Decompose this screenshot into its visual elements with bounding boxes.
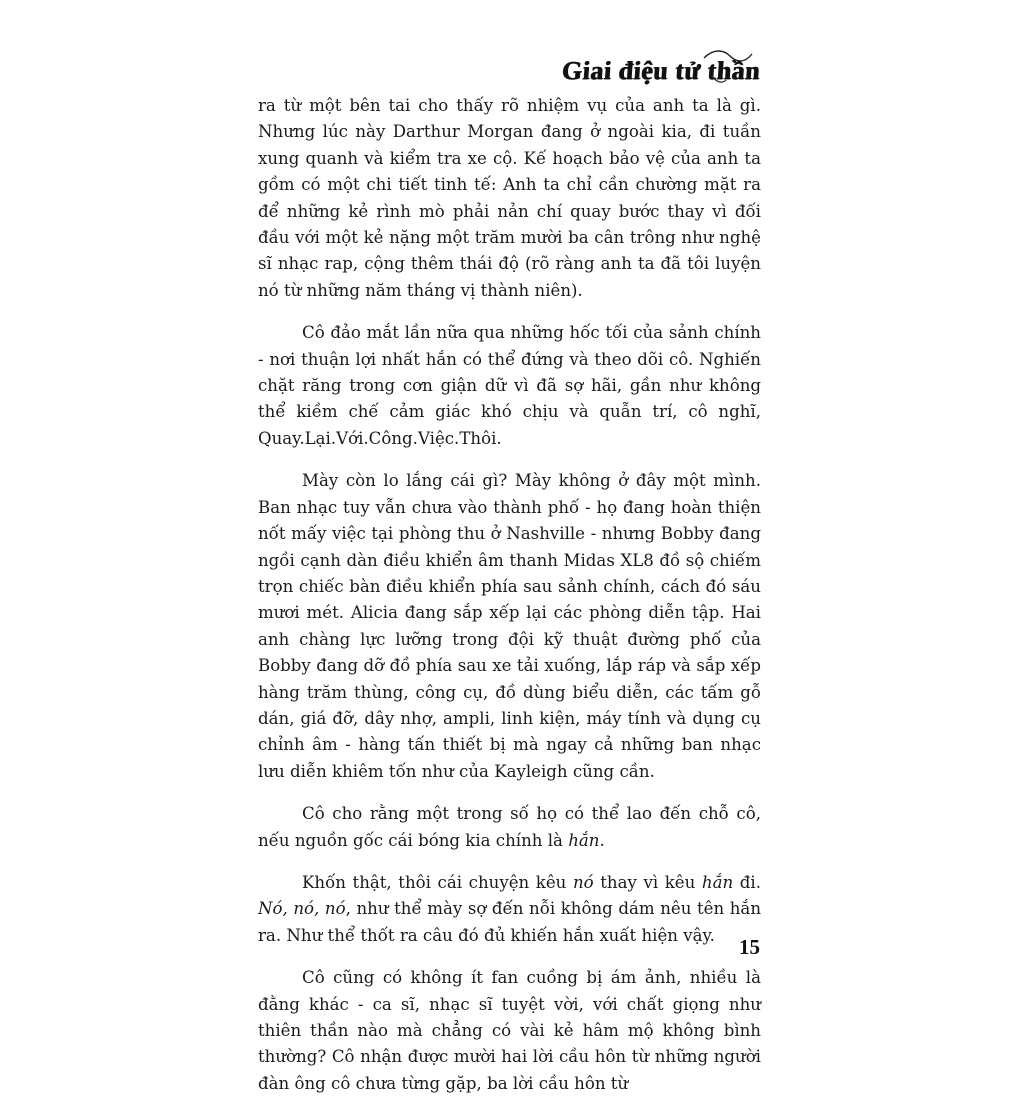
paragraph-5-text-2: thay vì kêu — [593, 872, 702, 892]
paragraph-1: ra từ một bên tai cho thấy rõ nhiệm vụ của anh ta là gì. Nhưng lúc này Darthur Morgan đang ở ngoài kia, đi tuần xung quanh và kiểm tra xe cộ. Kế hoạch bảo vệ của anh ta gồm có một chi tiết tinh tế: Anh ta chỉ cần chường mặt ra để những kẻ rình mò phải nản chí quay bước thay vì đối đầu với một kẻ nặng một trăm mười ba cân trông như nghệ sĩ nhạc rap, cộng thêm thái độ (rõ ràng anh ta đã tôi luyện nó từ những năm tháng vị thành niên). — [258, 96, 761, 300]
paragraph-4-italic: hắn — [568, 830, 600, 850]
page-number: 15 — [739, 935, 760, 959]
paragraph-5-italic-2: hắn — [701, 872, 734, 892]
paragraph-5 — [258, 870, 761, 949]
paragraph-4-end: . — [599, 830, 605, 850]
paragraph-5-text-1: Khốn thật, thôi cái chuyện kêu — [302, 872, 573, 892]
paragraph-5-text-4: , như thể mày sợ đến nỗi không dám nêu tên hắn ra. Như thể thốt ra câu đó đủ khiến hắn xuất hiện vậy. — [258, 899, 762, 945]
body-text — [258, 93, 761, 1113]
running-head-title: Giai điệu tử thần — [560, 56, 762, 85]
paragraph-5-italic-3: Nó, nó, nó — [258, 899, 346, 919]
paragraph-5-text-3: đi. — [733, 872, 762, 892]
paragraph-2: Cô đảo mắt lần nữa qua những hốc tối của sảnh chính - nơi thuận lợi nhất hắn có thể đứng và theo dõi cô. Nghiến chặt răng trong cơn giận dữ vì đã sợ hãi, gần như không thể kiềm chế cảm giác khó chịu và quẫn trí, cô nghĩ, Quay.Lại.Với.Công.Việc.Thôi. — [258, 323, 761, 448]
paragraph-5-italic-1: nó — [572, 872, 594, 892]
paragraph-3: Mày còn lo lắng cái gì? Mày không ở đây một mình. Ban nhạc tuy vẫn chưa vào thành phố - họ đang hoàn thiện nốt mấy việc tại phòng thu ở Nashville - nhưng Bobby đang ngồi cạnh dàn điều khiển âm thanh Midas XL8 đồ sộ chiếm trọn chiếc bàn điều khiển phía sau sảnh chính, cách đó sáu mươi mét. Alicia đang sắp xếp lại các phòng diễn tập. Hai anh chàng lực lưỡng trong đội kỹ thuật đường phố của Bobby đang dỡ đồ phía sau xe tải xuống, lắp ráp và sắp xếp hàng trăm thùng, công cụ, đồ dùng biểu diễn, các tấm gỗ dán, giá đỡ, dây nhợ, ampli, linh kiện, máy tính và dụng cụ chỉnh âm - hàng tấn thiết bị mà ngay cả những ban nhạc lưu diễn khiêm tốn như của Kayleigh cũng cần. — [258, 471, 761, 781]
paragraph-4 — [258, 801, 761, 854]
paragraph-4-text: Cô cho rằng một trong số họ có thể lao đến chỗ cô, nếu nguồn gốc cái bóng kia chính là — [258, 804, 761, 850]
paragraph-6: Cô cũng có không ít fan cuồng bị ám ảnh, nhiều là đằng khác - ca sĩ, nhạc sĩ tuyệt vời, với chất giọng như thiên thần nào mà chẳng có vài kẻ hâm mộ không bình thường? Cô nhận được mười hai lời cầu hôn từ những người đàn ông cô chưa từng gặp, ba lời cầu hôn từ — [258, 968, 761, 1093]
